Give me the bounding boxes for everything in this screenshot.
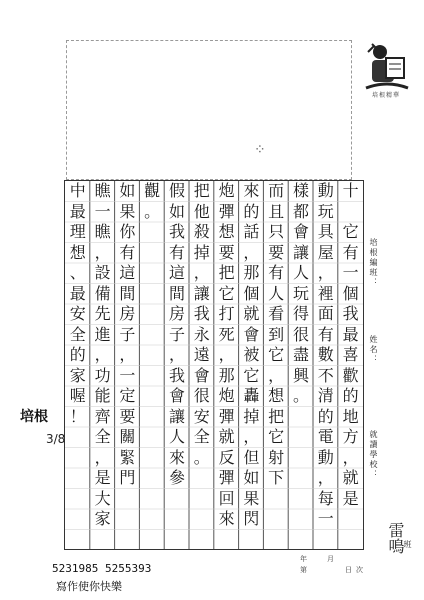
handwriting-column: 樣 都 會 讓 人 玩 得 很 盡 興 。 [292, 181, 309, 405]
handwriting-column: 把 他 殺 掉 ， 讓 我 永 遠 會 很 安 全 。 [193, 181, 210, 467]
class-num-label: 班 [403, 540, 412, 550]
handwriting-column: 如 果 你 有 這 間 房 子 ， 一 定 要 關 緊 門 [119, 181, 136, 487]
handwriting-column: 瞧 一 瞧 ， 設 備 先 進 ， 功 能 齊 全 ， 是 大 家 [94, 181, 111, 528]
name-field-label: 姓名： [369, 335, 378, 365]
date-count-label: 次 [356, 566, 363, 574]
footer-slogan: 寫作使你快樂 [56, 580, 122, 593]
comment-box [66, 40, 352, 180]
handwriting-column: 觀 。 [144, 181, 161, 221]
handwriting-column: 十 它 有 一 個 我 最 喜 歡 的 地 方 ， 就 是 [342, 181, 359, 508]
handwriting-column: 來 的 話 ， 那 個 就 會 被 它 轟 掉 ， 但 如 果 閃 [243, 181, 260, 528]
date-prefix-label: 第 [300, 566, 307, 574]
footer-phone-numbers: 5231985 5255393 [52, 562, 152, 575]
handwriting-column: 炮 彈 想 要 把 它 打 死 ， 那 炮 彈 就 反 彈 回 來 [218, 181, 235, 528]
handwriting-column: 動 玩 具 屋 ， 裡 面 有 數 不 清 的 電 動 ， 每 一 [317, 181, 334, 528]
date-day-label: 日 [345, 566, 352, 574]
handwriting-column: 中 最 理 想 、 最 安 全 的 家 喔 ！ [69, 181, 86, 426]
handwriting-column: 假 如 我 有 這 間 房 子 ， 我 會 讓 人 來 參 [168, 181, 185, 487]
writing-grid [64, 180, 364, 550]
date-month-label: 月 [327, 555, 334, 563]
page-mark: 3/8 [46, 432, 66, 446]
class-field-label: 培根編班： [369, 238, 378, 288]
date-year-label: 年 [300, 555, 307, 563]
publisher-logo [362, 40, 412, 94]
pencil-smudge-icon: ⁘ [254, 142, 266, 158]
logo-caption: 培根精華 [371, 92, 400, 99]
handwriting-column: 而 且 只 要 有 人 看 到 它 ， 想 把 它 射 下 [268, 181, 285, 487]
peigen-stamp: 培根 [20, 409, 48, 425]
school-field-label: 就讀學校： [369, 430, 378, 480]
child-with-book-icon [362, 40, 412, 94]
student-signature: 雷鳴 [386, 522, 405, 554]
